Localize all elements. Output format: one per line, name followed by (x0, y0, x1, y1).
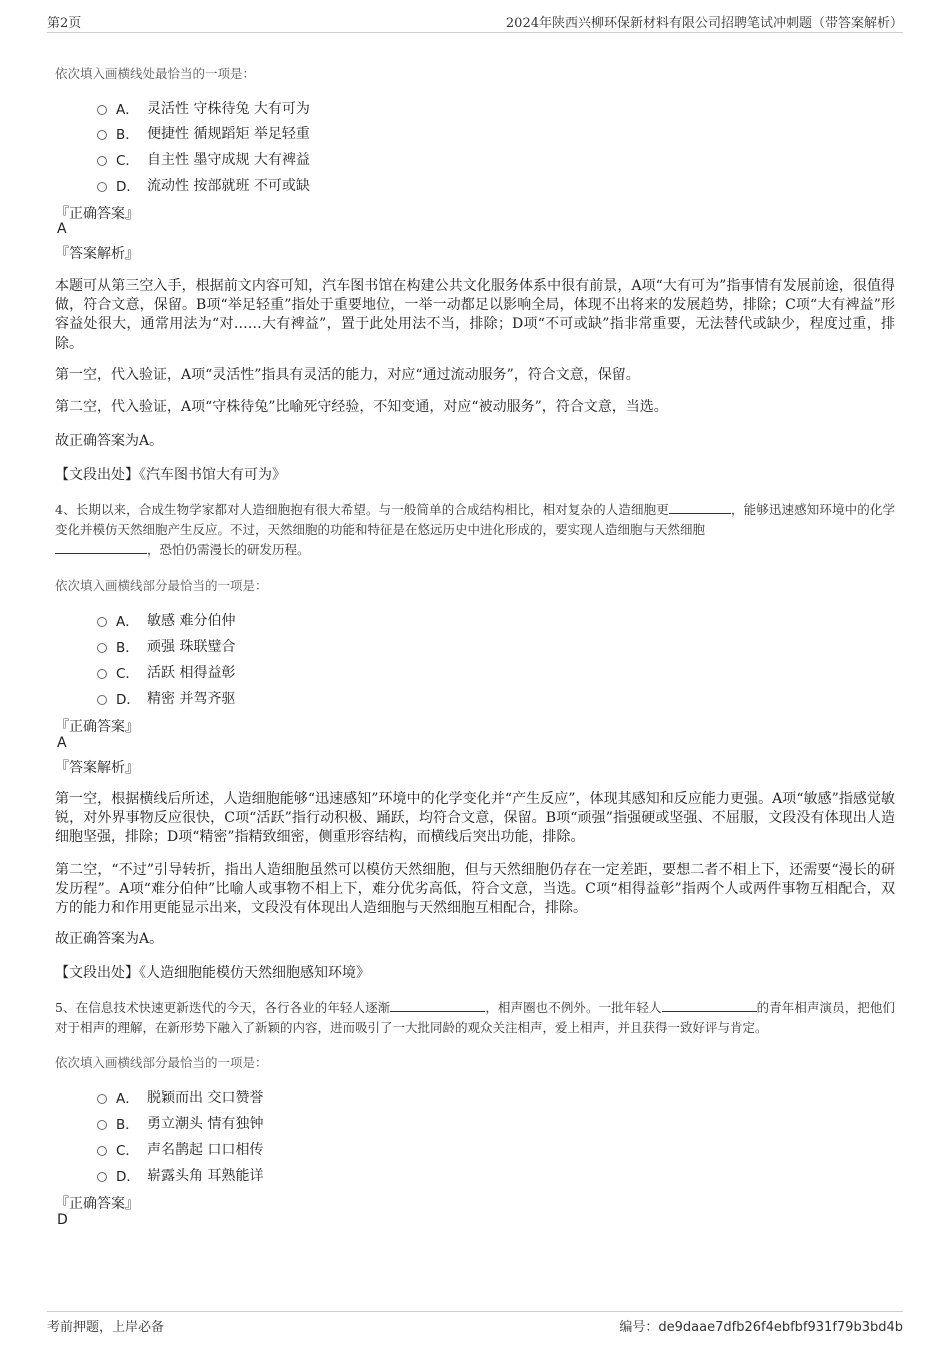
page-number: 第2页 (47, 16, 82, 31)
q4-answer-label: 『正确答案』 (55, 719, 139, 735)
q5-question: 5、在信息技术快速更新迭代的今天，各行各业的年轻人逐渐 ，相声圈也不例外。一批年轻人 的青年相声演员，把他们对于相声的理解，在新形势下融入了新颖的内容，进而吸引了一大批同龄的观众关注相声，爱上相声，并且获得一致好评与肯定。 (55, 1000, 895, 1035)
document-code: 编号：de9daae7dfb26f4ebfbf931f79b3bd4b (619, 1320, 903, 1335)
q5-option-c[interactable]: C． 声名鹊起 口口相传 (97, 1139, 263, 1159)
q4-blank-2 (55, 540, 147, 554)
q5-answer-label: 『正确答案』 (55, 1196, 139, 1212)
radio-icon[interactable] (97, 1146, 107, 1156)
q4-question: 4、长期以来，合成生物学家都对人造细胞抱有很大希望。与一般简单的合成结构相比，相对复杂的人造细胞更 ，能够迅速感知环境中的化学变化并模仿天然细胞产生反应。不过，天然细胞的功能和特征是在悠远历史中进化形成的，要实现人造细胞与天然细胞 ，恐怕仍需漫长的研发历程。 (55, 502, 895, 557)
document-title: 2024年陕西兴柳环保新材料有限公司招聘笔试冲刺题（带答案解析） (505, 16, 903, 31)
radio-icon[interactable] (97, 695, 107, 705)
radio-icon[interactable] (97, 1172, 107, 1182)
q4-analysis-3: 故正确答案为A。 (55, 931, 164, 947)
q3-option-d[interactable]: D． 流动性 按部就班 不可或缺 (97, 175, 310, 195)
radio-icon[interactable] (97, 182, 107, 192)
q3-analysis-4: 故正确答案为A。 (55, 433, 164, 449)
q4-analysis-1: 第一空，根据横线后所述，人造细胞能够“迅速感知”环境中的化学变化并“产生反应”，体现其感知和反应能力更强。A项“敏感”指感觉敏锐，对外界事物反应很快，C项“活跃”指行动积极、踊跃，均符合文意，保留。B项“顽强”指强硬或坚强、不屈服，文段没有体现出人造细胞坚强，排除；D项“精密”指精致细密，侧重形容结构，而横线后突出功能，排除。 (55, 791, 895, 846)
radio-icon[interactable] (97, 643, 107, 653)
radio-icon[interactable] (97, 617, 107, 627)
q3-analysis-2: 第一空，代入验证，A项“灵活性”指具有灵活的能力，对应“通过流动服务”，符合文意，保留。 (55, 367, 640, 383)
q4-prompt: 依次填入画横线部分最恰当的一项是： (55, 578, 268, 593)
q3-analysis-3: 第二空，代入验证，A项“守株待兔”比喻死守经验，不知变通，对应“被动服务”，符合文意，当选。 (55, 399, 668, 415)
q3-answer-label: 『正确答案』 (55, 206, 139, 222)
radio-icon[interactable] (97, 156, 107, 166)
q4-source: 【文段出处】《人造细胞能模仿天然细胞感知环境》 (55, 965, 370, 981)
q4-option-c[interactable]: C． 活跃 相得益彰 (97, 662, 235, 682)
q5-blank-2 (662, 998, 757, 1012)
q4-option-d[interactable]: D． 精密 并驾齐驱 (97, 688, 235, 708)
radio-icon[interactable] (97, 1120, 107, 1130)
radio-icon[interactable] (97, 130, 107, 140)
page-footer (47, 1311, 903, 1335)
q5-blank-1 (390, 998, 485, 1012)
q3-source: 【文段出处】《汽车图书馆大有可为》 (55, 467, 286, 483)
q5-option-a[interactable]: A． 脱颖而出 交口赞誉 (97, 1087, 263, 1107)
q3-answer: A (57, 221, 67, 237)
radio-icon[interactable] (97, 105, 107, 115)
q4-analysis-2: 第二空，“不过”引导转折，指出人造细胞虽然可以模仿天然细胞，但与天然细胞仍存在一定差距，要想二者不相上下，还需要“漫长的研发历程”。A项“难分伯仲”比喻人或事物不相上下，难分优劣高低，符合文意，当选。C项“相得益彰”指两个人或两件事物互相配合，双方的能力和作用更能显示出来，文段没有体现出人造细胞与天然细胞互相配合，排除。 (55, 862, 895, 917)
q3-option-b[interactable]: B． 便捷性 循规蹈矩 举足轻重 (97, 123, 310, 143)
q4-analysis-label: 『答案解析』 (55, 760, 139, 776)
q4-answer: A (57, 735, 67, 751)
q4-option-a[interactable]: A． 敏感 难分伯仲 (97, 610, 235, 630)
q3-option-c[interactable]: C． 自主性 墨守成规 大有裨益 (97, 149, 310, 169)
q5-option-b[interactable]: B． 勇立潮头 情有独钟 (97, 1113, 263, 1133)
q5-answer: D (57, 1212, 68, 1228)
radio-icon[interactable] (97, 669, 107, 679)
q3-analysis-label: 『答案解析』 (55, 246, 139, 262)
page-header (47, 12, 903, 33)
q4-option-b[interactable]: B． 顽强 珠联璧合 (97, 636, 235, 656)
q5-prompt: 依次填入画横线部分最恰当的一项是： (55, 1055, 268, 1070)
q3-prompt: 依次填入画横线处最恰当的一项是： (55, 66, 256, 81)
q4-blank-1 (669, 500, 731, 514)
q3-analysis-1: 本题可从第三空入手，根据前文内容可知，汽车图书馆在构建公共文化服务体系中很有前景，A项“大有可为”指事情有发展前途，很值得做，符合文意，保留。B项“举足轻重”指处于重要地位，一举一动都足以影响全局，体现不出将来的发展趋势，排除；C项“大有裨益”形容益处很大，通常用法为“对……大有裨益”，置于此处用法不当，排除；D项“不可或缺”指非常重要，无法替代或缺少，程度过重，排除。 (55, 278, 895, 352)
footer-slogan: 考前押题，上岸必备 (47, 1320, 165, 1335)
q3-option-a[interactable]: A． 灵活性 守株待兔 大有可为 (97, 98, 310, 118)
q5-option-d[interactable]: D． 崭露头角 耳熟能详 (97, 1165, 263, 1185)
radio-icon[interactable] (97, 1094, 107, 1104)
